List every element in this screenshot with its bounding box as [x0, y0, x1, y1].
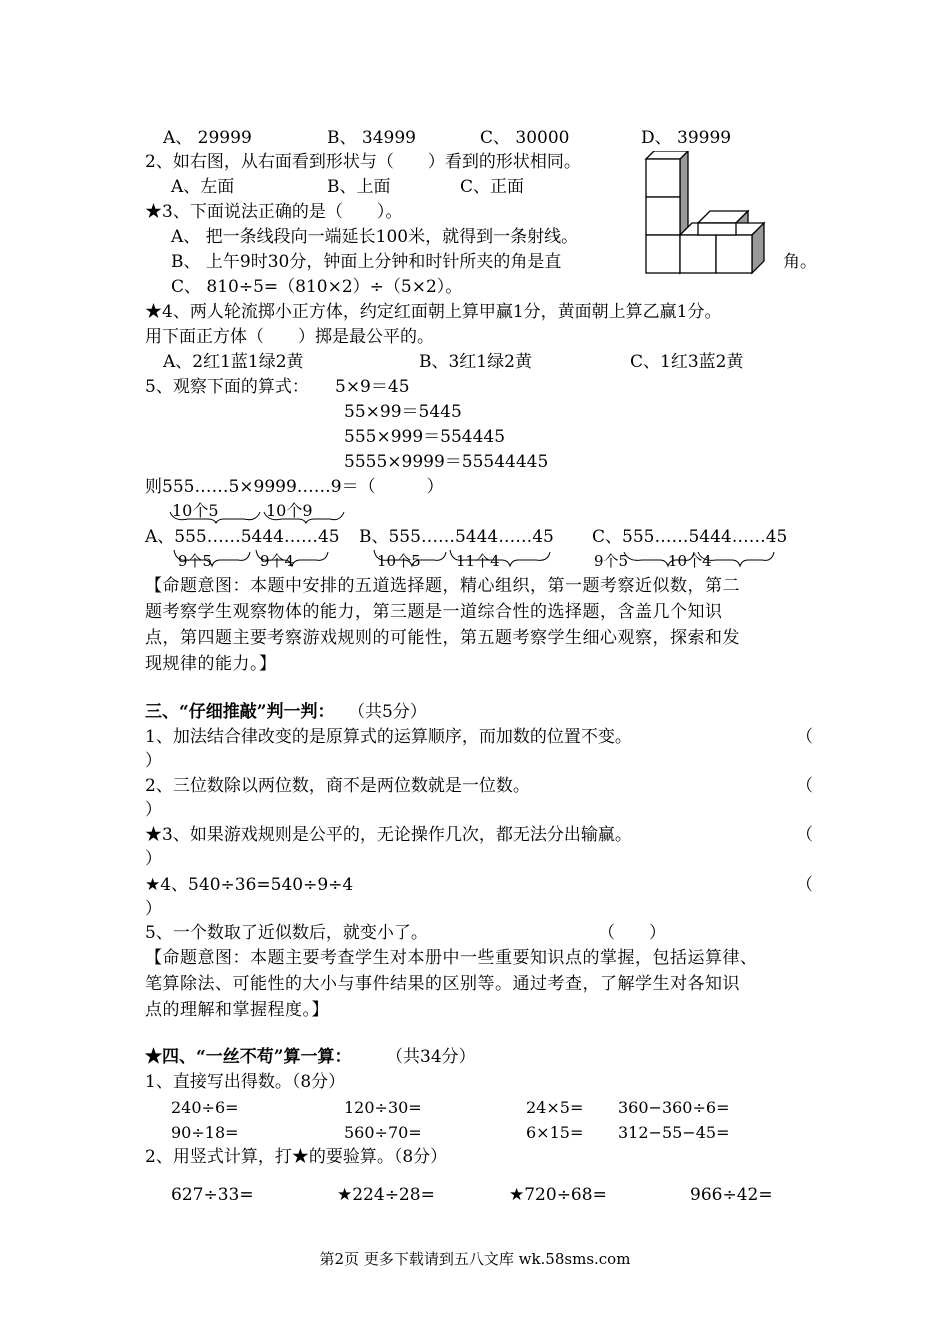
sec3-item-5: 5、一个数取了近似数后，就变小了。: [145, 923, 428, 943]
sec3-item-3: ★3、如果游戏规则是公平的，无论操作几次，都无法分出输赢。: [145, 825, 632, 845]
calc-2-2: 560÷70=: [344, 1123, 422, 1142]
option-c: C、 30000: [480, 128, 570, 148]
option-a: A、 29999: [163, 128, 252, 148]
q5-option-a: A、555……5444……45: [145, 527, 340, 547]
sec3-item-4: ★4、540÷36=540÷9÷4: [145, 875, 354, 895]
q4-stem-line1: ★4、两人轮流掷小正方体，约定红面朝上算甲赢1分，黄面朝上算乙赢1分。: [145, 302, 722, 322]
sec3-item-1: 1、加法结合律改变的是原算式的运算顺序，而加数的位置不变。: [145, 727, 632, 747]
sec3-score: （共5分）: [348, 702, 427, 722]
q5-c-brace-1: 9个5: [594, 552, 629, 570]
q2-option-a: A、左面: [171, 177, 235, 197]
page-footer: 第2页 更多下载请到五八文库 wk.58sms.com: [319, 1250, 631, 1268]
q2-option-b: B、上面: [327, 177, 391, 197]
calc-2-4: 312−55−45=: [618, 1123, 730, 1142]
intent1-line1: 【命题意图：本题中安排的五道选择题，精心组织，第一题考察近似数，第二: [145, 576, 740, 596]
q3-option-a: A、 把一条线段向一端延长100米，就得到一条射线。: [171, 227, 579, 247]
sec3-item-4-paren-close: ）: [145, 899, 162, 919]
q5-b-brace-1: 10个5: [377, 552, 421, 570]
q5-equation-2: 55×99＝5445: [344, 402, 462, 422]
calc-3-4: 966÷42=: [690, 1185, 773, 1205]
sec3-item-1-paren-close: ）: [145, 751, 162, 771]
q2-stem: 2、如右图，从右面看到形状与（ ）看到的形状相同。: [145, 152, 581, 172]
sec3-item-2-paren-open: （: [796, 776, 813, 796]
q4-option-c: C、1红3蓝2黄: [630, 352, 744, 372]
q5-a-brace-1: 9个5: [178, 552, 213, 570]
q5-stem: 5、观察下面的算式：: [145, 377, 309, 397]
q5-b-brace-2: 11个4: [456, 552, 500, 570]
calc-1-3: 24×5=: [526, 1098, 584, 1117]
calc-2-1: 90÷18=: [171, 1123, 239, 1142]
calc-1-1: 240÷6=: [171, 1098, 239, 1117]
q5-brace-label-2: 10个9: [266, 501, 313, 520]
calc-3-3: ★720÷68=: [509, 1185, 607, 1205]
q3-option-b-tail: 角。: [783, 252, 817, 272]
q5-option-b: B、555……5444……45: [359, 527, 554, 547]
sec3-title: 三、“仔细推敲”判一判：: [145, 702, 335, 722]
sec3-item-4-paren-open: （: [796, 875, 813, 895]
q5-brace-label-1: 10个5: [172, 501, 219, 520]
calc-3-2: ★224÷28=: [337, 1185, 435, 1205]
q2-option-c: C、正面: [460, 177, 525, 197]
calc-1-2: 120÷30=: [344, 1098, 422, 1117]
q5-equation-3: 555×999＝554445: [344, 427, 506, 447]
sec4-part2: 2、用竖式计算，打★的要验算。（8分）: [145, 1147, 448, 1167]
q5-option-c: C、555……5444……45: [592, 527, 788, 547]
intent1-line3: 点，第四题主要考察游戏规则的可能性，第五题考察学生细心观察，探索和发: [145, 628, 740, 648]
sec3-item-2: 2、三位数除以两位数，商不是两位数就是一位数。: [145, 776, 530, 796]
calc-2-3: 6×15=: [526, 1123, 584, 1142]
sec4-title: ★四、“一丝不苟”算一算：: [145, 1047, 352, 1067]
calc-3-1: 627÷33=: [171, 1185, 254, 1205]
q5-question: 则555……5×9999……9＝（ ）: [145, 477, 444, 497]
intent2-line1: 【命题意图：本题主要考查学生对本册中一些重要知识点的掌握，包括运算律、: [145, 948, 758, 968]
q3-stem: ★3、下面说法正确的是（ ）。: [145, 202, 403, 222]
sec3-item-2-paren-close: ）: [145, 800, 162, 820]
q5-a-brace-2: 9个4: [260, 552, 295, 570]
sec3-item-3-paren-open: （: [796, 825, 813, 845]
q3-option-b: B、 上午9时30分，钟面上分钟和时针所夹的角是直: [171, 252, 562, 272]
intent1-line2: 题考察学生观察物体的能力，第三题是一道综合性的选择题，含盖几个知识: [145, 602, 723, 622]
q5-equation-1: 5×9＝45: [335, 377, 410, 397]
q5-question-braces: [168, 510, 348, 524]
intent2-line3: 点的理解和掌握程度。】: [145, 1000, 329, 1020]
q4-option-b: B、3红1绿2黄: [419, 352, 532, 372]
intent2-line2: 笔算除法、可能性的大小与事件结果的区别等。通过考查，了解学生对各知识: [145, 974, 740, 994]
calc-1-4: 360−360÷6=: [618, 1098, 730, 1117]
sec3-item-5-paren: （ ）: [598, 923, 666, 943]
q5-c-brace-2: 10个4: [668, 552, 712, 570]
option-d: D、 39999: [641, 128, 732, 148]
sec3-item-1-paren-open: （: [796, 727, 813, 747]
q5-equation-4: 5555×9999＝55544445: [344, 452, 549, 472]
cube-stack-figure: [643, 151, 773, 279]
q4-stem-line2: 用下面正方体（ ）掷是最公平的。: [145, 327, 434, 347]
sec4-part1: 1、直接写出得数。（8分）: [145, 1072, 346, 1092]
sec3-item-3-paren-close: ）: [145, 849, 162, 869]
q3-option-c: C、 810÷5=（810×2）÷（5×2）。: [171, 277, 463, 297]
sec4-score: （共34分）: [386, 1047, 476, 1067]
q4-option-a: A、2红1蓝1绿2黄: [163, 352, 304, 372]
intent1-line4: 现规律的能力。】: [145, 654, 277, 674]
option-b: B、 34999: [327, 128, 416, 148]
